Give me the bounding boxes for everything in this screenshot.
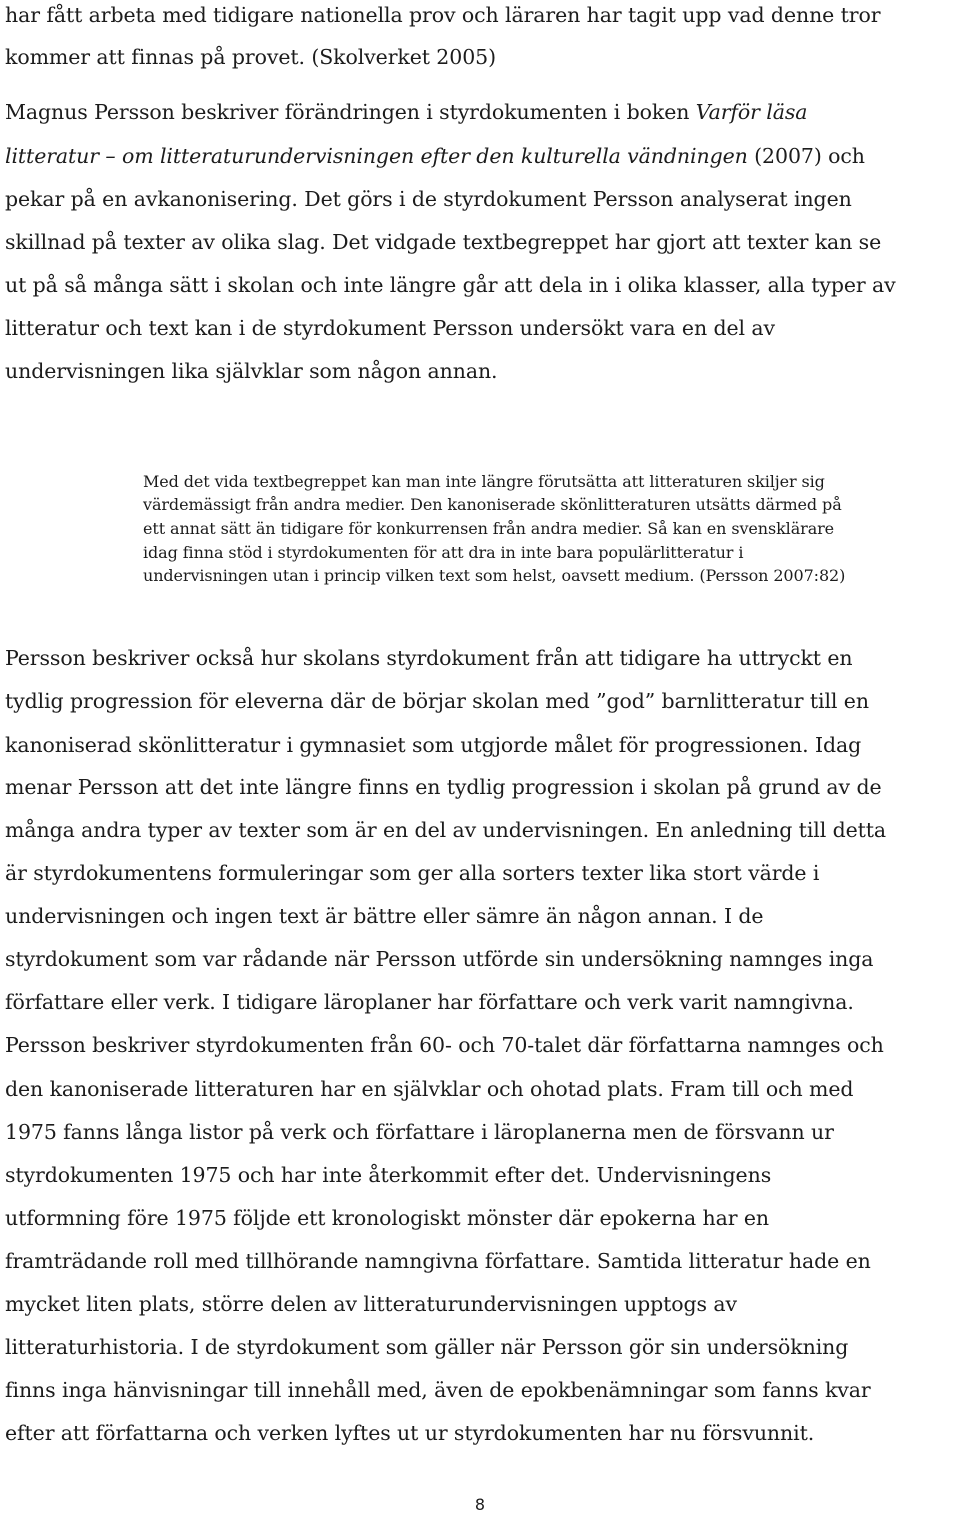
text-line: många andra typer av texter som är en del av undervisningen. En anledning till detta — [5, 818, 887, 842]
text-line — [5, 98, 807, 126]
text-line: menar Persson att det inte längre finns en tydlig progression i skolan på grund av de — [5, 775, 882, 799]
text-line: pekar på en avkanonisering. Det görs i de styrdokument Persson analyserat ingen — [5, 187, 852, 211]
text-line: framträdande roll med tillhörande namngivna författare. Samtida litteratur hade en — [5, 1249, 871, 1273]
text-line: efter att författarna och verken lyftes ut ur styrdokumenten har nu försvunnit. — [5, 1421, 815, 1445]
book-title: Varför läsa — [695, 100, 808, 124]
text-line: styrdokumenten 1975 och har inte återkommit efter det. Undervisningens — [5, 1163, 772, 1187]
book-title: litteratur – om litteraturundervisningen efter den kulturella vändningen — [5, 144, 748, 168]
quote-line: undervisningen utan i princip vilken text som helst, oavsett medium. (Persson 2007:82) — [143, 566, 846, 585]
text-line: skillnad på texter av olika slag. Det vidgade textbegreppet har gjort att texter kan se — [5, 230, 882, 254]
text-line: litteratur och text kan i de styrdokument Persson undersökt vara en del av — [5, 316, 776, 340]
text-line: Persson beskriver styrdokumenten från 60- och 70-talet där författarna namnges och — [5, 1033, 884, 1057]
text-line: finns inga hänvisningar till innehåll med, även de epokbenämningar som fanns kvar — [5, 1378, 871, 1402]
text-line: är styrdokumentens formuleringar som ger alla sorters texter lika stort värde i — [5, 861, 820, 885]
quote-line: värdemässigt från andra medier. Den kanoniserade skönlitteraturen utsätts därmed på — [143, 495, 842, 514]
text-segment: Magnus Persson beskriver förändringen i styrdokumenten i boken — [5, 100, 690, 124]
text-line: kanoniserad skönlitteratur i gymnasiet som utgjorde målet för progressionen. Idag — [5, 733, 862, 757]
text-line: mycket liten plats, större delen av litteraturundervisningen upptogs av — [5, 1292, 737, 1316]
text-line: undervisningen lika självklar som någon annan. — [5, 359, 498, 383]
text-line: kommer att finnas på provet. (Skolverket 2005) — [5, 45, 496, 69]
text-segment: (2007) och — [754, 144, 865, 168]
page-number: 8 — [474, 1495, 486, 1514]
text-line: den kanoniserade litteraturen har en självklar och ohotad plats. Fram till och med — [5, 1077, 854, 1101]
text-line: 1975 fanns långa listor på verk och författare i läroplanerna men de försvann ur — [5, 1120, 834, 1144]
quote-line: Med det vida textbegreppet kan man inte längre förutsätta att litteraturen skiljer sig — [143, 472, 825, 491]
text-line: författare eller verk. I tidigare läroplaner har författare och verk varit namngivna. — [5, 990, 854, 1014]
text-line: styrdokument som var rådande när Persson utförde sin undersökning namnges inga — [5, 947, 874, 971]
text-line: tydlig progression för eleverna där de börjar skolan med ”god” barnlitteratur till en — [5, 689, 869, 713]
text-line: har fått arbeta med tidigare nationella prov och läraren har tagit upp vad denne tror — [5, 3, 881, 27]
quote-line: idag finna stöd i styrdokumenten för att dra in inte bara populärlitteratur i — [143, 543, 744, 562]
text-line: Persson beskriver också hur skolans styrdokument från att tidigare ha uttryckt en — [5, 646, 853, 670]
text-line: ut på så många sätt i skolan och inte längre går att dela in i olika klasser, alla typer av — [5, 273, 896, 297]
quote-line: ett annat sätt än tidigare för konkurrensen från andra medier. Så kan en svensklärare — [143, 519, 835, 538]
text-line: undervisningen och ingen text är bättre eller sämre än någon annan. I de — [5, 904, 764, 928]
text-line: utformning före 1975 följde ett kronologiskt mönster där epokerna har en — [5, 1206, 770, 1230]
text-line: litteraturhistoria. I de styrdokument som gäller när Persson gör sin undersökning — [5, 1335, 849, 1359]
text-line — [5, 142, 865, 170]
